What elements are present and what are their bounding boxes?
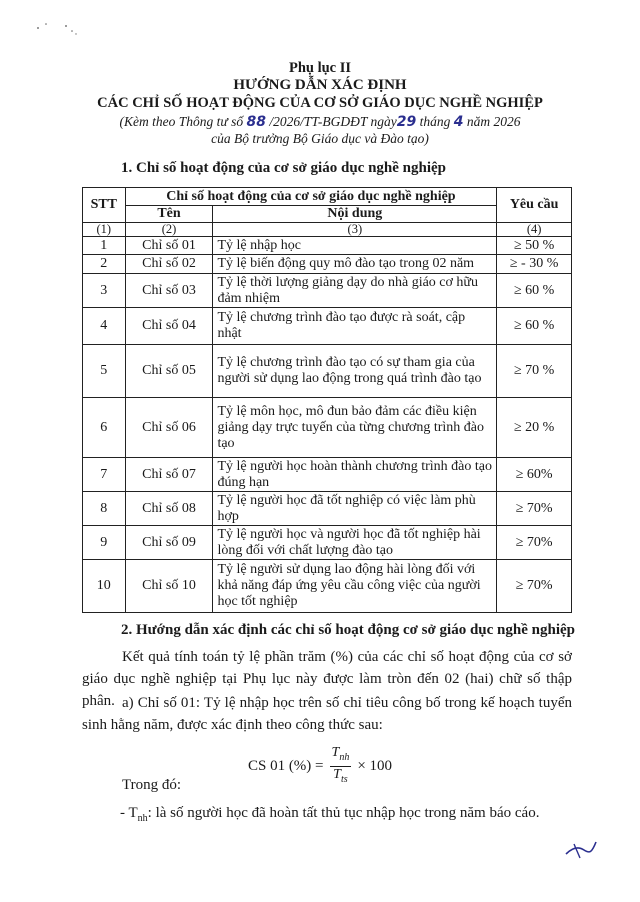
numerator-subscript: nh (339, 751, 350, 763)
cell-ten: Chỉ số 07 (125, 458, 213, 492)
cell-noi-dung: Tỷ lệ người sử dụng lao động hài lòng đối với khả năng đáp ứng yêu cầu công việc của người học tốt nghiệp (213, 560, 497, 613)
circular-month-pre: tháng (416, 114, 454, 129)
title-line-1: HƯỚNG DẪN XÁC ĐỊNH (233, 77, 407, 93)
handwritten-month: 4 (453, 114, 464, 130)
cell-yeu-cau: ≥ - 30 % (497, 255, 572, 274)
appendix-label: Phụ lục II (288, 60, 352, 76)
cell-ten: Chỉ số 01 (125, 237, 213, 255)
col-number-3: (3) (213, 223, 497, 237)
header-yeu-cau: Yêu cầu (497, 188, 572, 223)
cell-noi-dung: Tỷ lệ nhập học (213, 237, 497, 255)
cell-stt: 2 (83, 255, 126, 274)
table-row (83, 274, 572, 308)
cell-ten: Chỉ số 08 (125, 492, 213, 526)
col-number-1: (1) (83, 223, 126, 237)
cell-yeu-cau: ≥ 70 % (497, 345, 572, 398)
paragraph-rounding-rule: Kết quả tính toán tỷ lệ phần trăm (%) của các chỉ số hoạt động của cơ sở giáo dục nghề nghiệp tại Phụ lục này được làm tròn đến 02 (hai) chữ số thập phân. (82, 649, 572, 709)
header-ten: Tên (125, 206, 213, 223)
cell-ten: Chỉ số 04 (125, 308, 213, 345)
cell-yeu-cau: ≥ 20 % (497, 398, 572, 458)
cell-stt: 10 (83, 560, 126, 613)
cell-ten: Chỉ số 03 (125, 274, 213, 308)
cell-stt: 3 (83, 274, 126, 308)
col-number-2: (2) (125, 223, 213, 237)
paragraph-indicator-01: a) Chỉ số 01: Tỷ lệ nhập học trên số chỉ tiêu công bố trong kế hoạch tuyển sinh hằng năm, được xác định theo công thức sau: (82, 695, 572, 733)
formula-denominator (333, 767, 347, 788)
cell-ten: Chỉ số 09 (125, 526, 213, 560)
cell-yeu-cau: ≥ 50 % (497, 237, 572, 255)
formula-fraction (330, 745, 352, 788)
bullet-dash: - (120, 805, 129, 821)
table-row (83, 345, 572, 398)
formula-rhs: × 100 (357, 757, 393, 774)
table-row (83, 237, 572, 255)
cell-stt: 7 (83, 458, 126, 492)
bullet-subscript: nh (137, 813, 148, 824)
cell-yeu-cau: ≥ 70% (497, 492, 572, 526)
numerator-symbol: T (331, 745, 340, 760)
bullet-symbol: T (128, 805, 138, 821)
cell-stt: 9 (83, 526, 126, 560)
table-row (83, 492, 572, 526)
cell-stt: 1 (83, 237, 126, 255)
cell-stt: 8 (83, 492, 126, 526)
handwritten-day: 29 (396, 114, 417, 130)
formula-numerator (330, 745, 352, 767)
cell-yeu-cau: ≥ 60 % (497, 274, 572, 308)
header-noi-dung: Nội dung (213, 206, 497, 223)
where-label: Trong đó: (122, 777, 182, 793)
circular-pre: (Kèm theo Thông tư số (119, 114, 247, 129)
circular-reference (0, 114, 640, 130)
table-row (83, 526, 572, 560)
table-row (83, 458, 572, 492)
cell-ten: Chỉ số 05 (125, 345, 213, 398)
cell-noi-dung: Tỷ lệ thời lượng giảng dạy do nhà giáo cơ hữu đảm nhiệm (213, 274, 497, 308)
formula-cs01 (0, 745, 640, 788)
col-number-4: (4) (497, 223, 572, 237)
cell-noi-dung: Tỷ lệ chương trình đào tạo có sự tham gia của người sử dụng lao động trong quá trình đào tạo (213, 345, 497, 398)
denominator-subscript: ts (340, 773, 348, 785)
cell-ten: Chỉ số 02 (125, 255, 213, 274)
table-row (83, 398, 572, 458)
cell-stt: 6 (83, 398, 126, 458)
table-row (83, 255, 572, 274)
cell-noi-dung: Tỷ lệ người học hoàn thành chương trình đào tạo đúng hạn (213, 458, 497, 492)
handwritten-circular-number: 88 (246, 114, 266, 130)
issuer-line: của Bộ trưởng Bộ Giáo dục và Đào tạo) (211, 131, 429, 146)
table-row (83, 560, 572, 613)
cell-yeu-cau: ≥ 70% (497, 560, 572, 613)
handwritten-initial-mark (560, 838, 600, 860)
cell-noi-dung: Tỷ lệ chương trình đào tạo được rà soát, cập nhật (213, 308, 497, 345)
scan-specks (32, 14, 82, 36)
circular-mid: /2026/TT-BGDĐT ngày (265, 114, 397, 129)
cell-stt: 5 (83, 345, 126, 398)
bullet-text: : là số người học đã hoàn tất thủ tục nhập học trong năm báo cáo. (147, 805, 540, 821)
cell-ten: Chỉ số 06 (125, 398, 213, 458)
indicators-table (82, 187, 572, 613)
definition-tnh (120, 805, 539, 824)
denominator-symbol: T (333, 766, 341, 782)
cell-noi-dung: Tỷ lệ người học và người học đã tốt nghiệp hài lòng đối với chất lượng đào tạo (213, 526, 497, 560)
title-line-2: CÁC CHỈ SỐ HOẠT ĐỘNG CỦA CƠ SỞ GIÁO DỤC NGHỀ NGHIỆP (97, 95, 543, 111)
section-2-title: 2. Hướng dẫn xác định các chỉ số hoạt động cơ sở giáo dục nghề nghiệp (121, 622, 576, 638)
cell-ten: Chỉ số 10 (125, 560, 213, 613)
cell-yeu-cau: ≥ 60% (497, 458, 572, 492)
table-row (83, 308, 572, 345)
cell-noi-dung: Tỷ lệ biến động quy mô đào tạo trong 02 năm (213, 255, 497, 274)
cell-stt: 4 (83, 308, 126, 345)
formula-lhs: CS 01 (%) = (247, 757, 324, 774)
cell-noi-dung: Tỷ lệ người học đã tốt nghiệp có việc làm phù hợp (213, 492, 497, 526)
cell-yeu-cau: ≥ 60 % (497, 308, 572, 345)
circular-post: năm 2026 (463, 114, 521, 129)
header-stt: STT (83, 188, 126, 223)
cell-noi-dung: Tỷ lệ môn học, mô đun bảo đảm các điều kiện giảng dạy trực tuyến của từng chương trình đào tạo (213, 398, 497, 458)
cell-yeu-cau: ≥ 70% (497, 526, 572, 560)
header-group: Chỉ số hoạt động của cơ sở giáo dục nghề nghiệp (125, 188, 497, 206)
section-1-title: 1. Chỉ số hoạt động của cơ sở giáo dục nghề nghiệp (121, 160, 447, 176)
